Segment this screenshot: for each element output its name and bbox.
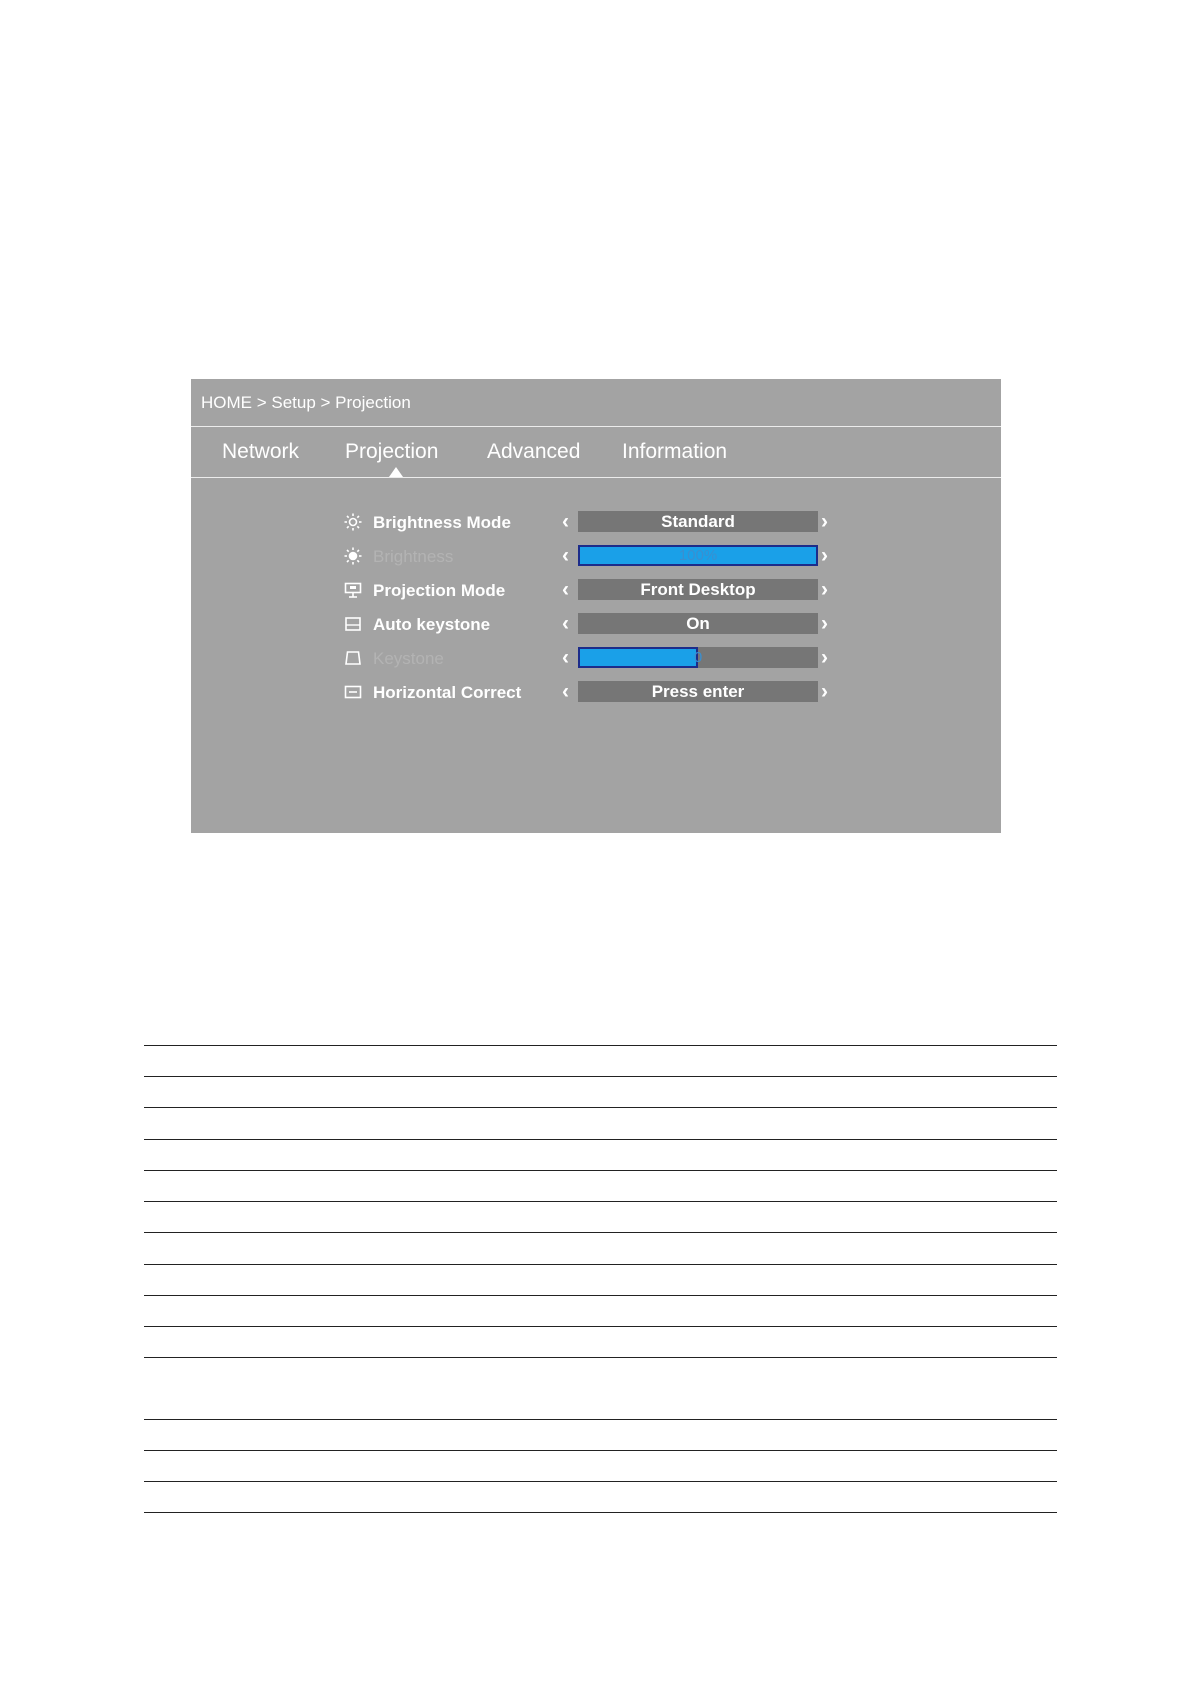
selected-tab-indicator — [389, 467, 403, 477]
sun-icon — [343, 546, 363, 566]
tab-network[interactable]: Network — [222, 440, 300, 463]
chevron-right-icon[interactable]: › — [821, 544, 828, 567]
setting-label: Brightness — [373, 547, 454, 566]
chevron-left-icon[interactable]: ‹ — [562, 578, 569, 601]
table-rule — [144, 1107, 1057, 1108]
chevron-left-icon[interactable]: ‹ — [562, 544, 569, 567]
keystone-icon — [343, 614, 363, 634]
table-rule — [144, 1481, 1057, 1482]
horizontal-icon — [343, 682, 363, 702]
table-rule — [144, 1450, 1057, 1451]
setting-row-horizontal-correct[interactable] — [191, 679, 1001, 705]
table-rule — [144, 1170, 1057, 1171]
trapezoid-icon — [343, 648, 363, 668]
setting-value[interactable]: On — [578, 613, 818, 634]
setting-label: Projection Mode — [373, 581, 506, 600]
table-rule — [144, 1139, 1057, 1140]
slider-value: 0 — [693, 649, 703, 666]
table-rule — [144, 1419, 1057, 1420]
setting-label: Auto keystone — [373, 615, 491, 634]
keystone-slider[interactable] — [578, 647, 818, 668]
setting-value[interactable]: Front Desktop — [578, 579, 818, 600]
breadcrumb: HOME > Setup > Projection — [201, 393, 411, 412]
table-rule — [144, 1295, 1057, 1296]
setting-row-brightness[interactable] — [191, 543, 1001, 569]
setting-label: Horizontal Correct — [373, 683, 522, 702]
setting-row-brightness-mode[interactable] — [191, 509, 1001, 535]
setting-label: Keystone — [373, 649, 444, 668]
setting-value[interactable]: Press enter — [578, 681, 818, 702]
chevron-right-icon[interactable]: › — [821, 680, 828, 703]
slider-value: 100% — [678, 547, 718, 564]
tab-projection[interactable]: Projection — [345, 440, 439, 463]
table-rule — [144, 1512, 1057, 1513]
table-rule — [144, 1326, 1057, 1327]
table-rule — [144, 1264, 1057, 1265]
chevron-left-icon[interactable]: ‹ — [562, 612, 569, 635]
chevron-right-icon[interactable]: › — [821, 578, 828, 601]
projector-menu-screen — [191, 379, 1001, 833]
table-rule — [144, 1201, 1057, 1202]
sun-icon — [343, 512, 363, 532]
tab-information[interactable]: Information — [622, 440, 728, 463]
chevron-left-icon[interactable]: ‹ — [562, 680, 569, 703]
tab-advanced[interactable]: Advanced — [487, 440, 581, 463]
chevron-left-icon[interactable]: ‹ — [562, 510, 569, 533]
setting-label: Brightness Mode — [373, 513, 511, 532]
table-rule — [144, 1357, 1057, 1358]
chevron-right-icon[interactable]: › — [821, 646, 828, 669]
divider — [191, 477, 1001, 478]
table-rule — [144, 1076, 1057, 1077]
setting-value[interactable]: Standard — [578, 511, 818, 532]
table-rule — [144, 1045, 1057, 1046]
table-rule — [144, 1232, 1057, 1233]
chevron-right-icon[interactable]: › — [821, 510, 828, 533]
projector-icon — [343, 580, 363, 600]
setting-row-keystone[interactable] — [191, 645, 1001, 671]
setting-row-auto-keystone[interactable] — [191, 611, 1001, 637]
chevron-left-icon[interactable]: ‹ — [562, 646, 569, 669]
divider — [191, 426, 1001, 427]
setting-row-projection-mode[interactable] — [191, 577, 1001, 603]
chevron-right-icon[interactable]: › — [821, 612, 828, 635]
brightness-slider[interactable] — [578, 545, 818, 566]
